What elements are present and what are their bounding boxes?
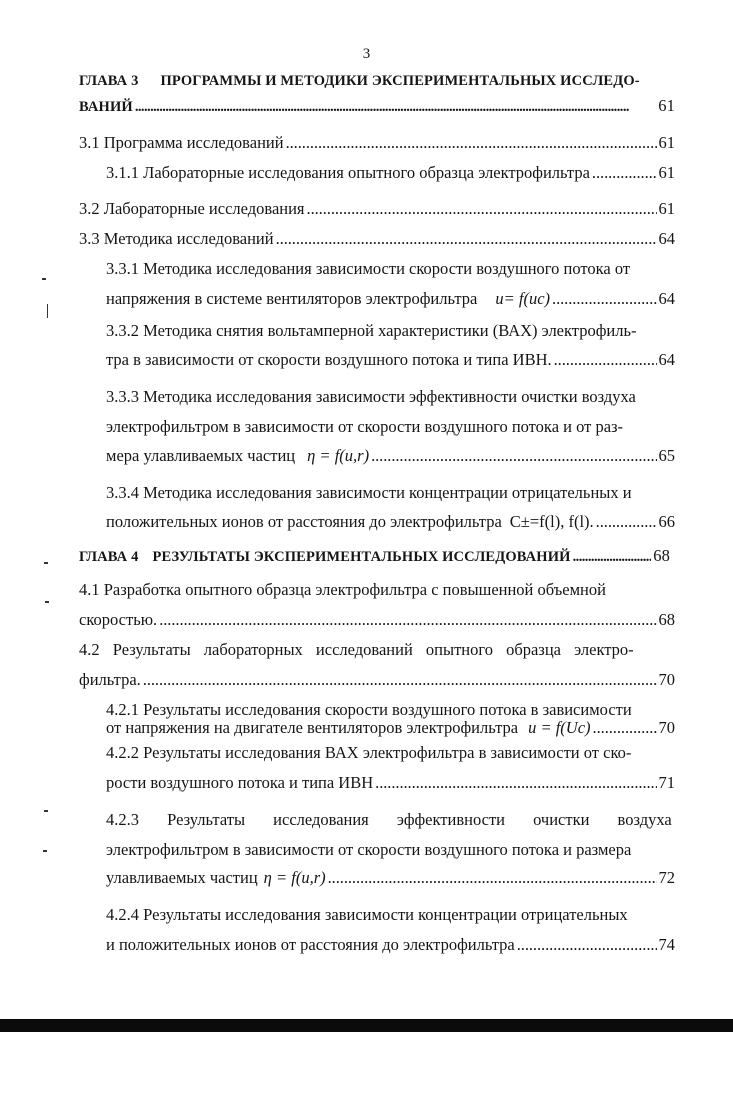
toc-entry-text: 3.1.1 Лабораторные исследования опытного образца электрофильтра [106,163,590,182]
toc-entry-text: ВАНИЙ [79,99,133,115]
toc-page-number: 65 [658,446,675,465]
scan-speck [47,304,48,318]
toc-entry-3-3-4-line1 [106,483,675,503]
toc-entry-4-2-3-line2 [106,840,675,860]
leader-dots [286,133,657,153]
toc-entry-text: 3.3.3 Методика исследования зависимости эффективности очистки воздуха [106,387,636,406]
leader-dots [307,199,657,219]
toc-entry-3-3-3-line3 [106,446,675,466]
scan-border-bar [0,1019,733,1032]
scan-speck [45,601,49,603]
toc-page-number: 61 [658,199,675,218]
leader-dots [517,935,657,955]
toc-entry-text: улавливаемых частиц [106,868,258,887]
toc-entry-text: 4.2.1 Результаты исследования скорости воздушного потока в зависимости [106,700,632,719]
leader-dots [596,512,657,532]
toc-page-number: 64 [658,229,675,248]
toc-entry-text: 4.2 Результаты лабораторных исследований опытного образца электро- [79,640,634,659]
leader-dots [328,868,657,888]
toc-page-number: 66 [658,512,675,531]
leader-dots [592,163,657,183]
toc-entry-4-2-1-line1 [106,700,675,720]
toc-entry-text: электрофильтром в зависимости от скорости воздушного потока и от раз- [106,417,624,436]
scan-speck [43,850,47,852]
toc-entry-text: фильтра. [79,670,141,689]
scan-speck [44,810,48,812]
toc-entry-4-2-line2 [79,670,675,690]
toc-entry-4-2-4-line2 [106,935,675,955]
toc-entry-3-3-3-line2 [106,417,675,437]
leader-dots [159,610,656,630]
leader-dots [135,97,656,117]
toc-entry-3-3 [79,229,675,249]
leader-dots [276,229,657,249]
toc-entry-text: напряжения в системе вентиляторов электрофильтра [106,289,478,308]
toc-entry-text: мера улавливаемых частиц [106,446,296,465]
toc-entry-text: 4.2.4 Результаты исследования зависимости концентрации отрицательных [106,905,628,924]
toc-chapter-3-heading-cont [79,96,675,116]
toc-entry-4-2-3-line3 [106,868,675,888]
toc-entry-text: рости воздушного потока и типа ИВН [106,773,374,792]
toc-entry-3-3-2-line1 [106,321,675,341]
chapter-title: ПРОГРАММЫ И МЕТОДИКИ ЭКСПЕРИМЕНТАЛЬНЫХ ИССЛЕДО- [160,73,640,89]
toc-entry-4-2-3-line1 [106,810,672,830]
toc-page-number: 64 [658,289,675,308]
leader-dots [573,547,652,567]
toc-page-number: 70 [658,670,675,689]
leader-dots [552,289,656,309]
toc-entry-text: 3.3.2 Методика снятия вольтамперной характеристики (ВАХ) электрофиль- [106,321,637,340]
toc-entry-4-1-line1 [79,580,664,600]
toc-page-number: 64 [658,350,675,369]
formula: η = f(u,r) [263,868,326,887]
chapter-label: ГЛАВА 4 [79,549,139,565]
toc-chapter-3-heading [79,71,670,91]
toc-entry-text: 3.3.1 Методика исследования зависимости скорости воздушного потока от [106,259,631,278]
toc-entry-text: 4.2.2 Результаты исследования ВАХ электрофильтра в зависимости от ско- [106,743,632,762]
toc-entry-4-2-4-line1 [106,905,675,925]
toc-page-number: 68 [658,610,675,629]
chapter-label: ГЛАВА 3 [79,73,139,89]
chapter-title: РЕЗУЛЬТАТЫ ЭКСПЕРИМЕНТАЛЬНЫХ ИССЛЕДОВАНИЙ [152,549,571,565]
toc-entry-3-3-4-line2 [106,512,675,532]
toc-entry-text: от напряжения на двигателе вентиляторов электрофильтра [106,718,519,737]
toc-entry-3-1-1 [106,163,675,183]
toc-entry-text: 4.2.3 Результаты исследования эффективности очистки воздуха [106,810,672,829]
formula: η = f(u,r) [307,446,370,465]
formula: u = f(Uc) [528,718,591,737]
toc-entry-3-3-1-line2 [106,289,675,309]
toc-entry-4-2-2-line1 [106,743,675,763]
toc-entry-3-3-3-line1 [106,387,675,407]
toc-entry-text: положительных ионов от расстояния до электрофильтра [106,512,502,531]
toc-entry-text: 3.3 Методика исследований [79,229,274,248]
toc-entry-3-3-2-line2 [106,350,675,370]
leader-dots [371,446,656,466]
toc-entry-text: 3.3.4 Методика исследования зависимости концентрации отрицательных и [106,483,632,502]
toc-entry-3-1 [79,133,675,153]
toc-page-number: 74 [658,935,675,954]
toc-page-number: 61 [658,96,675,115]
toc-entry-4-2-line1 [79,640,675,660]
toc-entry-text: 3.2 Лабораторные исследования [79,199,305,218]
toc-entry-4-2-1-line2 [106,718,675,738]
toc-entry-3-2 [79,199,675,219]
toc-page-number: 68 [653,546,670,565]
toc-entry-text: и положительных ионов от расстояния до электрофильтра [106,935,515,954]
toc-page-number: 61 [658,133,675,152]
toc-entry-text: скоростью. [79,610,158,629]
toc-entry-4-1-line2 [79,610,675,630]
toc-page-number: 71 [658,773,675,792]
toc-entry-text: 3.1 Программа исследований [79,133,284,152]
toc-entry-3-3-1-line1 [106,259,675,279]
scan-speck [44,562,48,564]
leader-dots [375,773,656,793]
leader-dots [593,718,657,738]
formula: C±=f(l), f(l). [509,512,594,531]
scan-speck [42,278,46,280]
toc-page-number: 70 [658,718,675,737]
leader-dots [143,670,657,690]
toc-entry-4-2-2-line2 [106,773,675,793]
toc-page-number: 72 [658,868,675,887]
toc-chapter-4-heading [79,546,670,566]
toc-entry-text: тра в зависимости от скорости воздушного потока и типа ИВН. [106,350,552,369]
toc-page-number: 61 [658,163,675,182]
leader-dots [554,350,657,370]
formula: u= f(uc) [495,289,551,308]
toc-entry-text: электрофильтром в зависимости от скорости воздушного потока и размера [106,840,632,859]
toc-entry-text: 4.1 Разработка опытного образца электрофильтра с повышенной объемной [79,580,606,599]
page-number: 3 [362,46,371,62]
